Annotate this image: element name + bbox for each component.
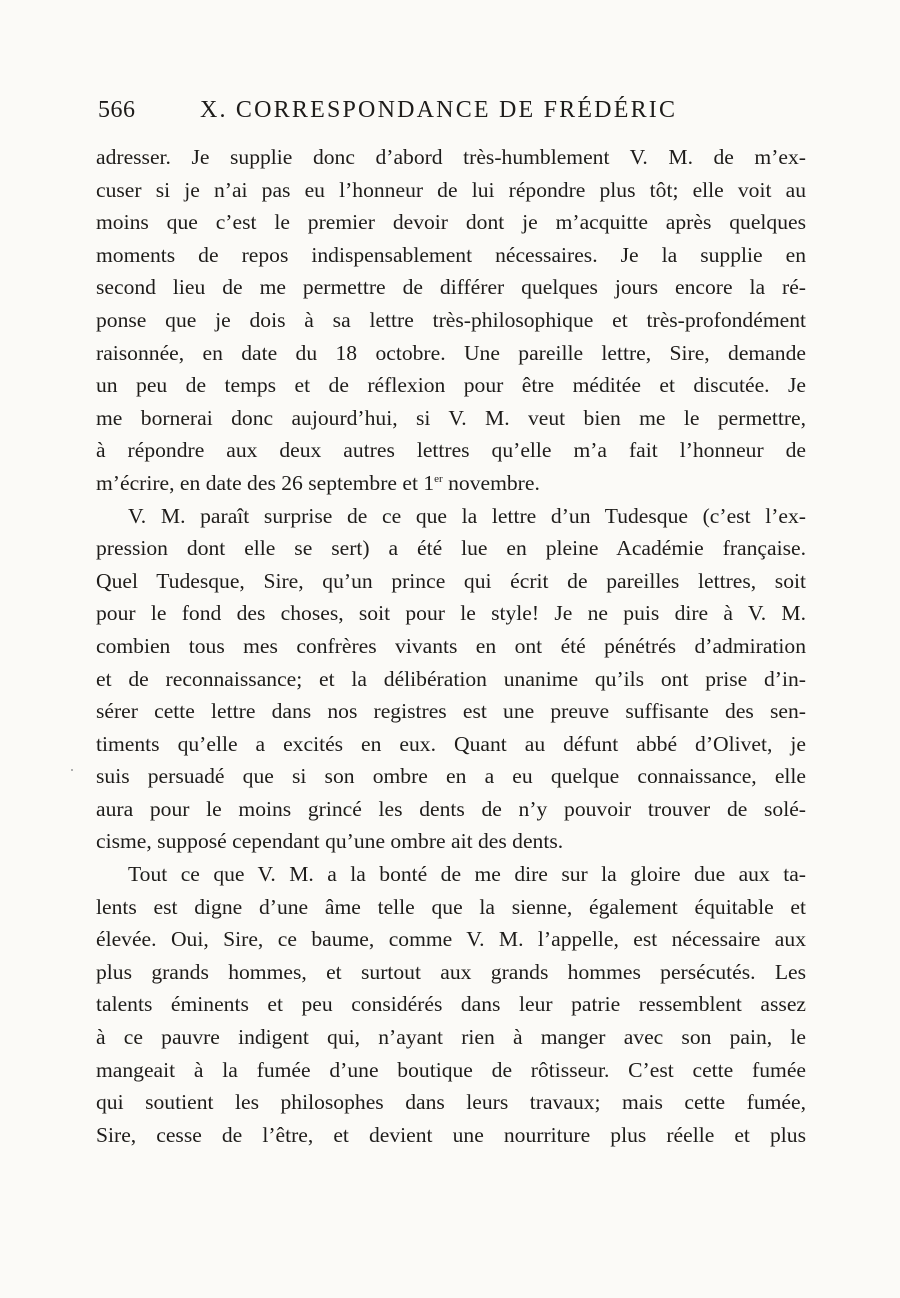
text-line: adresser. Je supplie donc d’abord très-humblement V. M. de m’ex- bbox=[96, 145, 806, 169]
text-line: raisonnée, en date du 18 octobre. Une pareille lettre, Sire, demande bbox=[96, 340, 806, 365]
ordinal-superscript: er bbox=[434, 472, 443, 485]
text-line: qui soutient les philosophes dans leurs travaux; mais cette fumée, bbox=[96, 1090, 806, 1115]
paragraph-1 bbox=[96, 141, 806, 500]
text-line: second lieu de me permettre de différer quelques jours encore la ré- bbox=[96, 275, 806, 300]
text-line-first: V. M. paraît surprise de ce que la lettre d’un Tudesque (c’est l’ex- bbox=[128, 503, 806, 528]
text-line: mangeait à la fumée d’une boutique de rôtisseur. C’est cette fumée bbox=[96, 1057, 806, 1082]
text-line: Quel Tudesque, Sire, qu’un prince qui écrit de pareilles lettres, soit bbox=[96, 568, 806, 593]
text-line-last bbox=[96, 467, 806, 500]
text-line: me bornerai donc aujourd’hui, si V. M. veut bien me le permettre, bbox=[96, 405, 806, 430]
text-line: pour le fond des choses, soit pour le style! Je ne puis dire à V. M. bbox=[96, 601, 806, 626]
text-line: moments de repos indispensablement nécessaires. Je la supplie en bbox=[96, 242, 806, 267]
paragraph-3 bbox=[96, 858, 806, 1151]
running-title: X. CORRESPONDANCE DE FRÉDÉRIC bbox=[200, 97, 678, 123]
text-line: lents est digne d’une âme telle que la sienne, également équitable et bbox=[96, 894, 806, 919]
text-line: et de reconnaissance; et la délibération unanime qu’ils ont prise d’in- bbox=[96, 666, 806, 691]
text-line: aura pour le moins grincé les dents de n’y pouvoir trouver de solé- bbox=[96, 796, 806, 821]
running-header bbox=[98, 97, 798, 131]
text-line: sérer cette lettre dans nos registres est une preuve suffisante des sen- bbox=[96, 699, 806, 724]
text-line: combien tous mes confrères vivants en ont été pénétrés d’admiration bbox=[96, 633, 806, 658]
text-line-last: cisme, supposé cependant qu’une ombre ait des dents. bbox=[96, 829, 564, 854]
text-line: suis persuadé que si son ombre en a eu quelque connaissance, elle bbox=[96, 764, 806, 789]
line-text-after-sup: novembre. bbox=[442, 470, 540, 495]
text-line: ponse que je dois à sa lettre très-philosophique et très-profondément bbox=[96, 307, 806, 332]
text-line: timents qu’elle a excités en eux. Quant au défunt abbé d’Olivet, je bbox=[96, 731, 806, 756]
text-line: élevée. Oui, Sire, ce baume, comme V. M. l’appelle, est nécessaire aux bbox=[96, 927, 806, 952]
text-line: à ce pauvre indigent qui, n’ayant rien à manger avec son pain, le bbox=[96, 1025, 806, 1050]
page-number: 566 bbox=[98, 97, 136, 123]
line-text-before-sup: m’écrire, en date des 26 septembre et 1 bbox=[96, 470, 435, 495]
text-line: pression dont elle se sert) a été lue en pleine Académie française. bbox=[96, 536, 806, 561]
text-line: cuser si je n’ai pas eu l’honneur de lui répondre plus tôt; elle voit au bbox=[96, 177, 806, 202]
text-line: Sire, cesse de l’être, et devient une nourriture plus réelle et plus bbox=[96, 1122, 806, 1147]
print-speck bbox=[71, 769, 73, 771]
text-line: à répondre aux deux autres lettres qu’elle m’a fait l’honneur de bbox=[96, 438, 806, 463]
text-line: un peu de temps et de réflexion pour être méditée et discutée. Je bbox=[96, 373, 806, 398]
text-line: moins que c’est le premier devoir dont je m’acquitte après quelques bbox=[96, 210, 806, 235]
body-text bbox=[96, 141, 806, 1151]
paragraph-2 bbox=[96, 500, 806, 859]
text-line: talents éminents et peu considérés dans leur patrie ressemblent assez bbox=[96, 992, 806, 1017]
text-line: plus grands hommes, et surtout aux grands hommes persécutés. Les bbox=[96, 959, 806, 984]
text-line-first: Tout ce que V. M. a la bonté de me dire sur la gloire due aux ta- bbox=[128, 862, 806, 887]
